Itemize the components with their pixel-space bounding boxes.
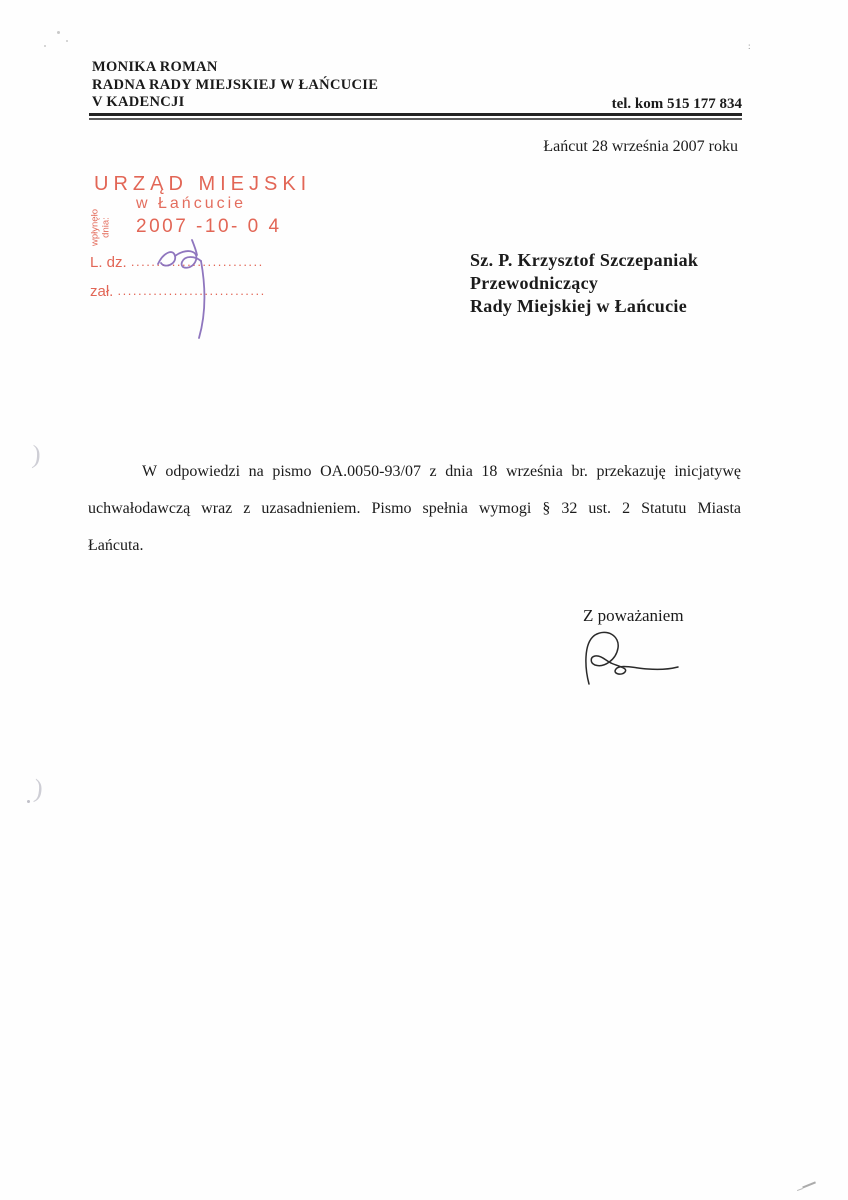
- stamp-ref-dotted-line: ..........................: [130, 254, 264, 269]
- scan-speck: [44, 45, 46, 47]
- recipient-block: [470, 249, 698, 318]
- stamp-received-label: wpłynęło dnia:: [89, 209, 111, 246]
- sender-block: [92, 59, 378, 112]
- handwritten-signature: [562, 627, 692, 687]
- divider-thin-line: [89, 118, 742, 120]
- stamp-enclosures-dotted-line: .............................: [117, 283, 266, 298]
- stamp-city: w Łańcucie: [136, 195, 247, 212]
- closing-phrase: Z poważaniem: [583, 606, 684, 625]
- sender-phone: tel. kom 515 177 834: [611, 96, 742, 112]
- stamp-received-date: 2007 -10- 0 4: [136, 216, 282, 237]
- scan-speck: [27, 800, 30, 803]
- stamp-office-name: URZĄD MIEJSKI: [94, 173, 312, 195]
- body-line-3: Łańcuta.: [88, 537, 144, 554]
- scan-artifact-colon: :: [748, 41, 751, 51]
- pen-initials-mark: [148, 238, 238, 343]
- scan-artifact-tick: [802, 1181, 816, 1188]
- scan-speck: [66, 40, 68, 42]
- recipient-title: Przewodniczący: [470, 273, 599, 293]
- stamp-enclosures-label: zał.: [90, 283, 114, 300]
- letter-body: [88, 453, 741, 564]
- scan-artifact-tick: [797, 1188, 803, 1191]
- sender-role: RADNA RADY MIEJSKIEJ W ŁAŃCUCIE: [92, 76, 379, 93]
- recipient-name: Sz. P. Krzysztof Szczepaniak: [470, 250, 699, 270]
- scan-artifact-paren: ): [31, 439, 42, 470]
- place-date: Łańcut 28 września 2007 roku: [543, 138, 738, 155]
- body-line-2: uchwałodawczą wraz z uzasadnieniem. Pismo spełnia wymogi § 32 ust. 2 Statutu Miasta: [88, 500, 741, 517]
- sender-term: V KADENCJI: [92, 94, 185, 110]
- recipient-organization: Rady Miejskiej w Łańcucie: [470, 296, 687, 316]
- scan-speck: [57, 31, 60, 34]
- scan-artifact-paren: ): [32, 773, 45, 804]
- stamp-ref-label: L. dz.: [90, 254, 127, 271]
- body-line-1: W odpowiedzi na pismo OA.0050-93/07 z dnia 18 września br. przekazuję inicjatywę: [142, 463, 741, 480]
- divider-thick-line: [89, 113, 742, 116]
- sender-name: MONIKA ROMAN: [92, 59, 218, 75]
- letterhead-divider: [89, 113, 742, 120]
